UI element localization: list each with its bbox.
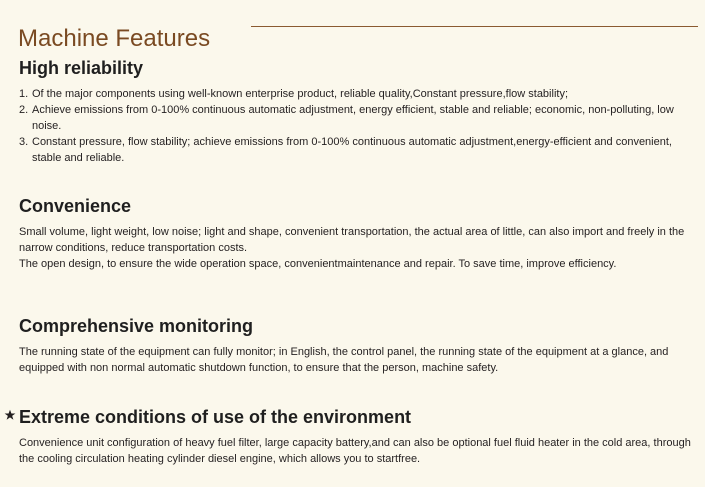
section-heading: Extreme conditions of use of the environment bbox=[19, 407, 412, 427]
item-number: 1. bbox=[19, 88, 29, 100]
section-convenience bbox=[19, 195, 695, 272]
page-header bbox=[18, 8, 698, 53]
section-heading: Convenience bbox=[19, 196, 132, 216]
section-body bbox=[19, 86, 695, 166]
section-high-reliability bbox=[19, 57, 695, 166]
star-icon bbox=[4, 409, 16, 421]
section-heading: High reliability bbox=[19, 58, 144, 78]
paragraph: The open design, to ensure the wide operation space, convenientmaintenance and repair. To save time, improve efficiency. bbox=[19, 258, 617, 270]
paragraph: The running state of the equipment can fully monitor; in English, the control panel, the running state of the equipment at a glance, and equipped with non normal automatic shutdown function, to ensure that the person, machine safety. bbox=[19, 346, 669, 374]
paragraph: Convenience unit configuration of heavy fuel filter, large capacity battery,and can also be optional fuel fluid heater in the cold area, through the cooling circulation heating cylinder diesel engine, which allows you to startfree. bbox=[19, 437, 691, 465]
item-text: Of the major components using well-known enterprise product, reliable quality,Constant pressure,flow stability; bbox=[32, 88, 568, 100]
item-number: 2. bbox=[19, 104, 29, 116]
paragraph: Small volume, light weight, low noise; light and shape, convenient transportation, the actual area of little, can also import and freely in the narrow conditions, reduce transportation costs. bbox=[19, 226, 685, 254]
list-item bbox=[19, 86, 695, 102]
page-title: Machine Features bbox=[18, 25, 211, 53]
section-body bbox=[19, 344, 695, 376]
list-item bbox=[19, 102, 695, 134]
section-body bbox=[19, 435, 695, 467]
list-item bbox=[19, 134, 695, 166]
item-text: Constant pressure, flow stability; achieve emissions from 0-100% continuous automatic adjustment,energy-efficient and convenient, stable and reliable. bbox=[32, 136, 672, 164]
title-divider bbox=[251, 26, 698, 27]
section-extreme-conditions bbox=[19, 406, 695, 467]
section-body bbox=[19, 224, 695, 272]
section-heading: Comprehensive monitoring bbox=[19, 316, 254, 336]
item-text: Achieve emissions from 0-100% continuous automatic adjustment, energy efficient, stable and reliable; economic, non-polluting, low noise. bbox=[32, 104, 674, 132]
section-comprehensive-monitoring bbox=[19, 315, 695, 376]
item-number: 3. bbox=[19, 136, 29, 148]
